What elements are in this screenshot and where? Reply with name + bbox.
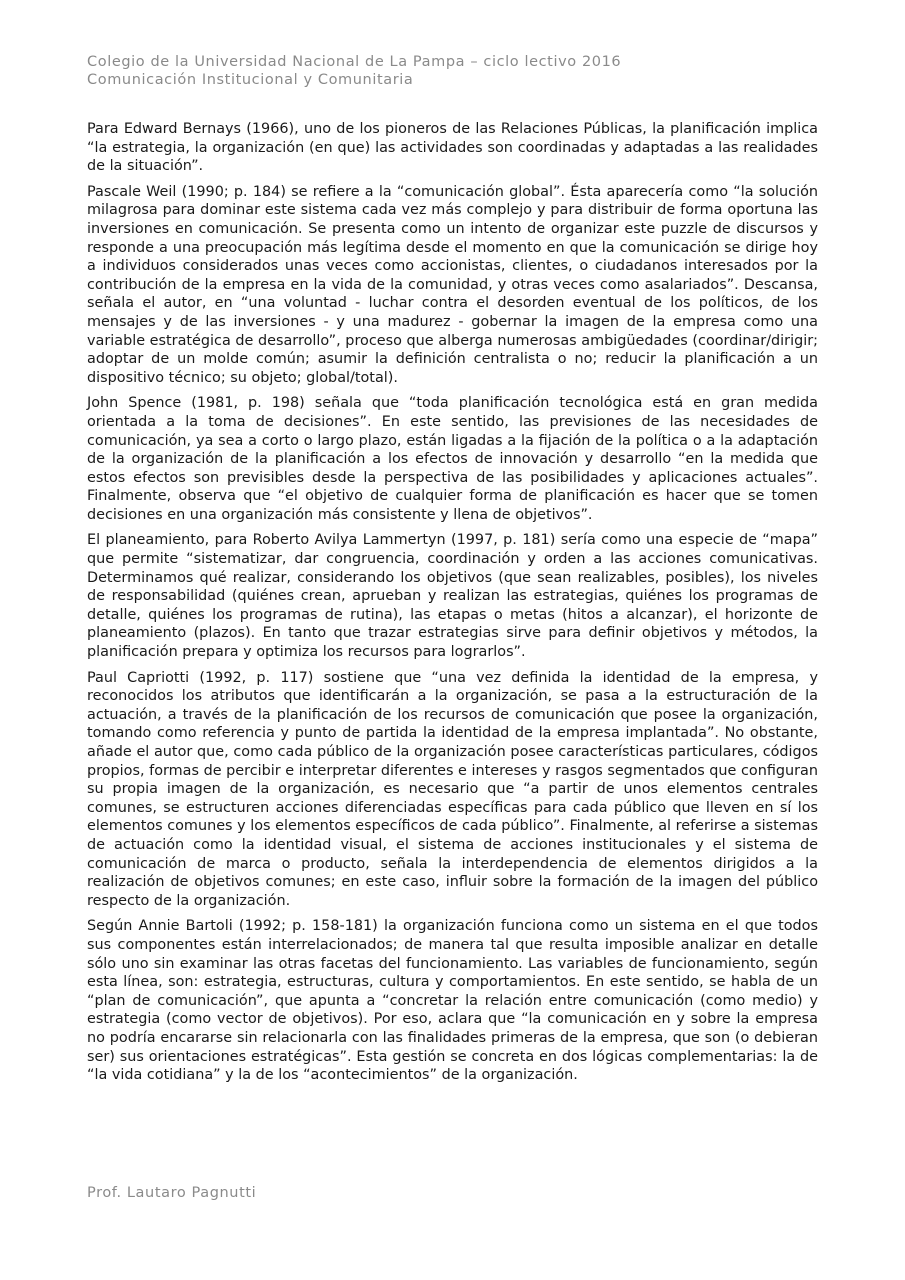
paragraph-weil: Pascale Weil (1990; p. 184) se refiere a la “comunicación global”. Ésta aparecería como “la solución milagrosa para dominar este sistema cada vez más complejo y para distribuir de forma oportuna las inversiones en comunicación. Se presenta como un intento de organizar este puzzle de discursos y responde a una preocupación más legítima desde el momento en que la comunicación se dirige hoy a individuos considerados unas veces como accionistas, clientes, o ciudadanos interesados por la contribución de la empresa en la vida de la comunidad, y otras veces como asalariados”. Descansa, señala el autor, en “una voluntad - luchar contra el desorden eventual de los políticos, de los mensajes y de las inversiones - y una madurez - gobernar la imagen de la empresa como una variable estratégica de desarrollo”, proceso que alberga numerosas ambigüedades (coordinar/dirigir; adoptar de un molde común; asumir la definición centralista o no; reducir la planificación a un dispositivo técnico; su objeto; global/total). [87,183,818,386]
header-institution: Colegio de la Universidad Nacional de La Pampa – ciclo lectivo 2016 [87,54,622,70]
paragraph-bartoli: Según Annie Bartoli (1992; p. 158-181) la organización funciona como un sistema en el que todos sus componentes están interrelacionados; de manera tal que resulta imposible analizar en detalle sólo uno sin examinar las otras facetas del funcionamiento. Las variables de funcionamiento, según esta línea, son: estrategia, estructuras, cultura y comportamientos. En este sentido, se habla de un “plan de comunicación”, que apunta a “concretar la relación entre comunicación (como medio) y estrategia (como vector de objetivos). Por eso, aclara que “la comunicación en y sobre la empresa no podría encararse sin relacionarla con las finalidades primeras de la empresa, que son (o debieran ser) sus orientaciones estratégicas”. Esta gestión se concreta en dos lógicas complementarias: la de “la vida cotidiana” y la de los “acontecimientos” de la organización. [87,918,818,1084]
document-body [87,120,818,1092]
paragraph-bernays: Para Edward Bernays (1966), uno de los pioneros de las Relaciones Públicas, la planificación implica “la estrategia, la organización (en que) las actividades son coordinadas y adaptadas a las realidades de la situación”. [87,121,818,175]
page-footer: Prof. Lautaro Pagnutti [87,1185,257,1201]
header-course: Comunicación Institucional y Comunitaria [87,72,414,88]
paragraph-capriotti: Paul Capriotti (1992, p. 117) sostiene que “una vez definida la identidad de la empresa, y reconocidos los atributos que identificarán a la organización, se pasa a la estructuración de la actuación, a través de la planificación de los recursos de comunicación que posee la organización, tomando como referencia y punto de partida la identidad de la empresa implantada”. No obstante, añade el autor que, como cada público de la organización posee características particulares, códigos propios, formas de percibir e interpretar diferentes e intereses y rasgos segmentados que configuran su propia imagen de la organización, es necesario que “a partir de unos elementos centrales comunes, se estructuren acciones diferenciadas específicas para cada público que lleven en sí los elementos comunes y los elementos específicos de cada público”. Finalmente, al referirse a sistemas de actuación como la identidad visual, el sistema de acciones institucionales y el sistema de comunicación de marca o producto, señala la interdependencia de elementos dirigidos a la realización de objetivos comunes; en este caso, influir sobre la formación de la imagen del público respecto de la organización. [87,669,818,909]
page-header [87,53,827,89]
paragraph-spence: John Spence (1981, p. 198) señala que “toda planificación tecnológica está en gran medida orientada a la toma de decisiones”. En este sentido, las previsiones de las necesidades de comunicación, ya sea a corto o largo plazo, están ligadas a la fijación de la política o a la adaptación de la organización de la planificación a los efectos de innovación y desarrollo “en la medida que estos efectos son previsibles desde la perspectiva de las posibilidades y aplicaciones actuales”. Finalmente, observa que “el objetivo de cualquier forma de planificación es hacer que se tomen decisiones en una organización más consistente y llena de objetivos”. [87,395,818,523]
paragraph-avilya: El planeamiento, para Roberto Avilya Lammertyn (1997, p. 181) sería como una especie de “mapa” que permite “sistematizar, dar congruencia, coordinación y orden a las acciones comunicativas. Determinamos qué realizar, considerando los objetivos (que sean realizables, posibles), los niveles de responsabilidad (quiénes crean, aprueban y realizan las estrategias, quiénes los programas de detalle, quiénes los programas de rutina), las etapas o metas (hitos a alcanzar), el horizonte de planeamiento (plazos). En tanto que trazar estrategias sirve para definir objetivos y métodos, la planificación prepara y optimiza los recursos para lograrlos”. [87,532,818,661]
